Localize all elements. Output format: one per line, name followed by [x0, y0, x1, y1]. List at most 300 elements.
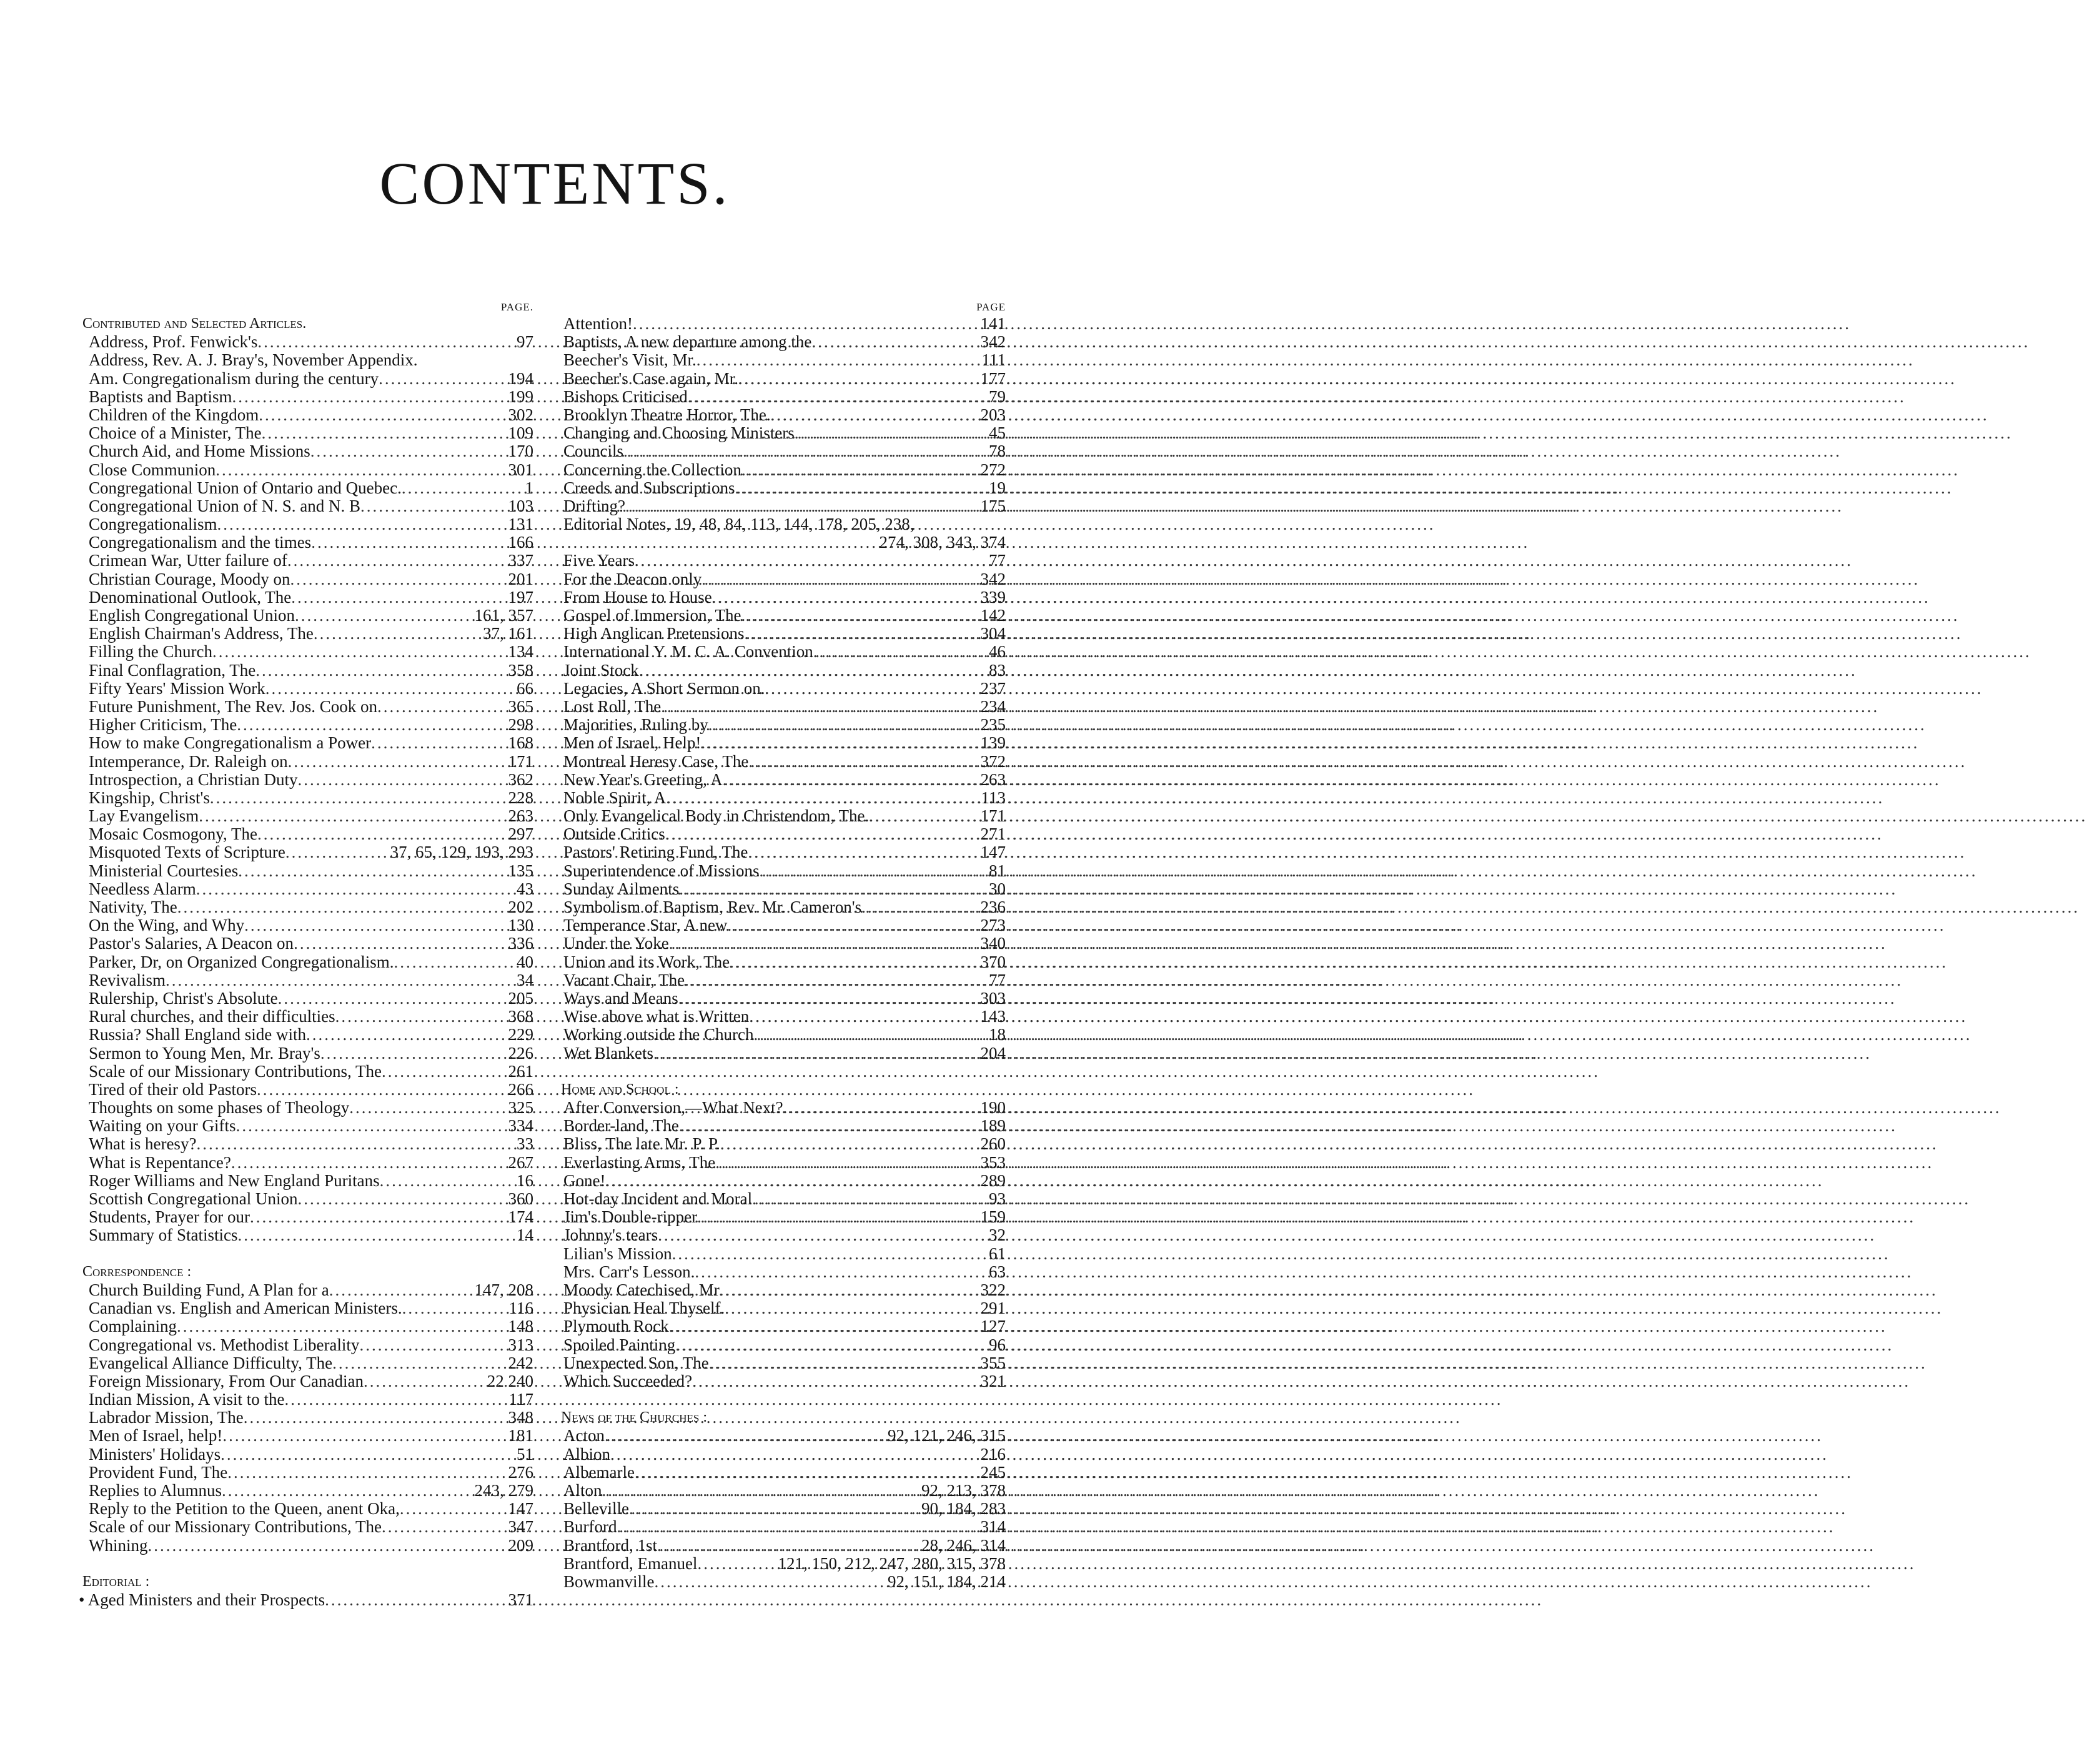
entry-page-numbers: 147, 208: [474, 1280, 533, 1299]
contents-entry: [82, 333, 533, 351]
dot-leader: [329, 1281, 472, 1299]
contents-entry: [82, 825, 533, 843]
entry-page-numbers: 216: [980, 1444, 1006, 1464]
entry-title: Scale of our Missionary Contributions, The: [89, 1517, 382, 1537]
entry-page-numbers: 51: [517, 1444, 533, 1464]
entry-title: Students, Prayer for our: [89, 1207, 250, 1227]
entry-title: Misquoted Texts of Scripture: [89, 843, 285, 862]
entry-page-numbers: 353: [980, 1152, 1006, 1172]
entry-page-numbers: 127: [980, 1317, 1006, 1336]
entry-page-numbers: 266: [508, 1079, 533, 1099]
entry-title: Lilian's Mission: [563, 1244, 672, 1263]
dot-leader: [244, 916, 505, 934]
contents-entry: [561, 1354, 1006, 1372]
dot-leader: [232, 388, 506, 406]
entry-page-numbers: 83: [989, 660, 1006, 680]
contents-entry: [561, 771, 1006, 789]
dot-leader: [654, 1573, 885, 1591]
entry-title: Physician Heal Thyself.: [563, 1299, 725, 1318]
section-heading-news-of-the-churches: News of the Churches :: [561, 1409, 708, 1426]
contents-entry: [561, 370, 1006, 388]
entry-page-numbers: 358: [508, 660, 533, 680]
page-column-label: PAGE.: [500, 301, 533, 313]
dot-leader: [730, 953, 978, 971]
entry-title: Changing and Choosing Ministers: [563, 424, 795, 443]
entry-page-numbers: 141: [980, 314, 1006, 333]
entry-title: Roger Williams and New England Puritans: [89, 1171, 380, 1190]
contents-entry: [82, 1190, 533, 1208]
entry-title: Congregational Union of Ontario and Quebec.: [89, 478, 402, 497]
contents-entry: [561, 406, 1006, 424]
entry-title: Complaining: [89, 1317, 177, 1336]
entry-title: Ways and Means: [563, 988, 678, 1008]
entry-page-numbers: 321: [980, 1371, 1006, 1390]
entry-title: Spoiled Painting: [563, 1335, 676, 1354]
contents-entry: [82, 989, 533, 1008]
dot-leader: [285, 843, 388, 861]
contents-entry: [561, 607, 1006, 625]
dot-leader: [669, 934, 978, 953]
left-sections: [82, 315, 533, 1609]
entry-title: Thoughts on some phases of Theology: [89, 1098, 350, 1117]
entry-page-numbers: 201: [508, 569, 533, 588]
entry-page-numbers: 92, 121, 246, 315: [888, 1426, 1006, 1445]
entry-title: Which Succeeded?: [563, 1371, 693, 1390]
dot-leader: [679, 880, 986, 898]
entry-title: Address, Rev. A. J. Bray's, November Appendix.: [89, 350, 418, 370]
dot-leader: [749, 1008, 978, 1026]
entry-title: English Congregational Union: [89, 606, 295, 625]
dot-leader: [265, 680, 514, 698]
entry-page-numbers: 147: [508, 1499, 533, 1519]
contents-entry: [82, 971, 533, 989]
dot-leader: [727, 916, 978, 934]
entry-title: Beecher's Case again, Mr.: [563, 369, 739, 388]
entry-title: Ministers' Holidays: [89, 1444, 221, 1464]
contents-entry: [561, 333, 1006, 351]
dot-leader: [262, 424, 506, 442]
dot-leader: [685, 971, 986, 989]
entry-page-numbers: 177: [980, 369, 1006, 388]
contents-entry: [561, 662, 1006, 680]
entry-title: Councils: [563, 442, 624, 461]
entry-page-numbers: 143: [980, 1007, 1006, 1026]
entry-page-numbers: 325: [508, 1098, 533, 1117]
entry-page-numbers: 30: [989, 879, 1006, 898]
dot-leader: [723, 771, 978, 789]
entry-title: Hot-day Incident and Moral: [563, 1189, 753, 1208]
entry-title: Baptists, A new departure among the: [563, 332, 812, 352]
entry-page-numbers: 337: [508, 551, 533, 570]
contents-entry: [82, 1336, 533, 1354]
entry-page-numbers: 117: [508, 1390, 533, 1409]
dot-leader: [679, 1117, 978, 1135]
section-spacer: [561, 1063, 1006, 1081]
section-heading-home-and-school: Home and School :: [561, 1081, 679, 1098]
contents-entry: [561, 442, 1006, 460]
entry-title: Border-land, The: [563, 1116, 679, 1136]
entry-page-numbers: 355: [980, 1353, 1006, 1372]
contents-entry: [82, 716, 533, 734]
entry-page-numbers: 348: [508, 1408, 533, 1427]
contents-entry: [82, 916, 533, 934]
contents-entry: [561, 1336, 1006, 1354]
entry-page-numbers: 22 240: [487, 1371, 533, 1390]
entry-title: Attention!: [563, 314, 633, 333]
dot-leader: [257, 333, 514, 351]
entry-page-numbers: 263: [508, 806, 533, 826]
entry-title: Reply to the Petition to the Queen, anent Oka,: [89, 1499, 400, 1519]
entry-page-numbers: 40: [517, 952, 533, 971]
entry-page-numbers: 18: [989, 1025, 1006, 1044]
entry-title: Mosaic Cosmogony, The: [89, 825, 257, 844]
dot-leader: [765, 680, 978, 698]
entry-title: Higher Criticism, The: [89, 715, 237, 735]
entry-page-numbers: 291: [980, 1299, 1006, 1318]
entry-page-numbers: 135: [508, 861, 533, 880]
entry-page-numbers: 339: [980, 587, 1006, 607]
entry-page-numbers: 322: [980, 1280, 1006, 1299]
dot-leader: [255, 662, 505, 680]
dot-leader: [741, 607, 978, 625]
contents-entry: [561, 843, 1006, 861]
contents-entry: [561, 424, 1006, 442]
entry-list: [82, 333, 533, 1244]
entry-list: [82, 1281, 533, 1555]
entry-title: Congregationalism and the times: [89, 533, 312, 552]
entry-page-numbers: 170: [508, 442, 533, 461]
contents-entry: [561, 1464, 1006, 1482]
contents-entry: [82, 807, 533, 825]
entry-page-numbers: 194: [508, 369, 533, 388]
entry-title: Mrs. Carr's Lesson.: [563, 1262, 695, 1281]
entry-title: Am. Congregationalism during the century: [89, 369, 379, 388]
entry-title: Belleville: [563, 1499, 629, 1519]
dot-leader: [783, 1099, 978, 1117]
entry-page-numbers: 260: [980, 1134, 1006, 1154]
entry-title: Only Evangelical Body in Christendom, The.: [563, 806, 870, 826]
entry-page-numbers: 236: [980, 898, 1006, 916]
contents-entry: [82, 862, 533, 880]
contents-entry: [82, 1281, 533, 1299]
dot-leader: [360, 497, 506, 515]
dot-leader: [297, 1190, 505, 1208]
dot-leader: [238, 862, 505, 880]
contents-entry: [561, 479, 1006, 497]
dot-leader: [221, 1445, 514, 1464]
contents-entry: [82, 898, 533, 916]
contents-entry: [82, 1317, 533, 1335]
contents-entry: [561, 953, 1006, 971]
dot-leader: [237, 716, 505, 734]
entry-title: Brooklyn Theatre Horror, The.: [563, 405, 771, 424]
entry-title: Summary of Statistics: [89, 1226, 238, 1245]
entry-title: Editorial Notes, 19, 48, 84, 113, 144, 178, 205, 238,: [563, 515, 915, 534]
entry-page-numbers: 261: [508, 1061, 533, 1081]
entry-title: Choice of a Minister, The: [89, 424, 262, 443]
entry-page-numbers: 298: [508, 715, 533, 735]
entry-title: Wet Blankets: [563, 1043, 654, 1063]
contents-entry: [82, 1591, 533, 1609]
dot-leader: [617, 1518, 978, 1536]
contents-entry: [82, 1063, 533, 1081]
contents-entry: [82, 1482, 533, 1500]
entry-title: Indian Mission, A visit to the: [89, 1390, 285, 1409]
contents-entry: [82, 607, 533, 625]
dot-leader: [715, 1154, 978, 1172]
entry-page-numbers: 28, 246, 314: [921, 1535, 1006, 1555]
entry-title: Future Punishment, The Rev. Jos. Cook on: [89, 696, 378, 716]
dot-leader: [605, 1427, 885, 1445]
contents-entry: [82, 843, 533, 861]
entry-title: Congregational vs. Methodist Liberality: [89, 1335, 360, 1354]
entry-title: • Aged Ministers and their Prospects: [89, 1591, 325, 1609]
contents-entry: [82, 479, 533, 497]
entry-page-numbers: 147: [980, 843, 1006, 862]
entry-page-numbers: 45: [989, 424, 1006, 443]
entry-page-numbers: 360: [508, 1189, 533, 1208]
left-column: [82, 300, 533, 1609]
dot-leader: [666, 789, 978, 807]
contents-entry: [82, 424, 533, 442]
contents-entry: [82, 625, 533, 643]
dot-leader: [212, 643, 506, 661]
entry-title: Rural churches, and their difficulties: [89, 1007, 335, 1026]
dot-leader: [602, 1482, 919, 1500]
contents-entry: [82, 1464, 533, 1482]
contents-entry: [82, 953, 533, 971]
entry-title: Replies to Alumnus: [89, 1481, 222, 1500]
right-sections: [561, 315, 1006, 1591]
contents-entry: [82, 680, 533, 698]
contents-entry: [82, 552, 533, 570]
contents-entry: [561, 570, 1006, 588]
entry-page-numbers: 342: [980, 332, 1006, 352]
entry-title: Congregational Union of N. S. and N. B: [89, 496, 360, 515]
entry-title: Men of Israel, Help!: [563, 733, 701, 753]
entry-page-numbers: 209: [508, 1535, 533, 1555]
contents-entry: [561, 1099, 1006, 1117]
entry-page-numbers: 78: [989, 442, 1006, 461]
contents-entry: [561, 789, 1006, 807]
entry-title: Albion: [563, 1444, 611, 1464]
dot-leader: [665, 825, 978, 843]
entry-page-numbers: 43: [517, 879, 533, 898]
entry-page-numbers: 276: [508, 1462, 533, 1482]
entry-page-numbers: 347: [508, 1517, 533, 1537]
dot-leader: [259, 406, 505, 424]
contents-entry: [561, 1172, 1006, 1190]
entry-page-numbers: 174: [508, 1207, 533, 1227]
dot-leader: [741, 461, 978, 479]
dot-leader: [635, 1464, 978, 1482]
contents-entry: [82, 1390, 533, 1409]
dot-leader: [402, 479, 523, 497]
entry-title: Noble Spirit, A: [563, 788, 667, 807]
entry-page-numbers: 242: [508, 1353, 533, 1372]
contents-entry: [561, 625, 1006, 643]
entry-title: Russia? Shall England side with: [89, 1025, 306, 1044]
entry-page-numbers: 365: [508, 696, 533, 716]
entry-title: Final Conflagration, The: [89, 660, 256, 680]
contents-entry: [561, 716, 1006, 734]
dot-leader: [311, 533, 505, 552]
dot-leader: [869, 807, 978, 825]
contents-entry: [561, 515, 1006, 533]
contents-entry: [561, 497, 1006, 515]
entry-page-numbers: 37, 65, 129, 193, 293: [390, 843, 533, 862]
dot-leader: [257, 1081, 506, 1099]
entry-title: Fifty Years' Mission Work: [89, 678, 265, 698]
contents-entry: [561, 1263, 1006, 1281]
entry-title: From House to House: [563, 587, 712, 607]
entry-page-numbers: 168: [508, 733, 533, 753]
dot-leader: [210, 789, 506, 807]
dot-leader: [257, 825, 506, 843]
contents-entry: [561, 1445, 1006, 1464]
contents-entry: [82, 1026, 533, 1044]
entry-page-numbers: 340: [980, 934, 1006, 953]
entry-page-numbers: 34: [517, 970, 533, 989]
entry-continuation: [561, 533, 1006, 552]
contents-entry: [561, 461, 1006, 479]
entry-title: Vacant Chair, The: [563, 970, 685, 989]
entry-title: Brantford, 1st: [563, 1535, 657, 1555]
dot-leader: [708, 716, 978, 734]
entry-page-numbers: 271: [980, 825, 1006, 844]
dot-leader: [325, 1591, 505, 1609]
dot-leader: [701, 734, 978, 752]
dot-leader: [196, 880, 514, 898]
entry-title: Gone!: [563, 1171, 606, 1190]
entry-page-numbers: 273: [980, 916, 1006, 935]
entry-page-numbers: 46: [989, 642, 1006, 662]
contents-entry: [561, 1573, 1006, 1591]
contents-entry: [82, 1500, 533, 1518]
contents-entry: [561, 753, 1006, 771]
entry-title: Nativity, The: [89, 898, 177, 916]
dot-leader: [635, 552, 986, 570]
entry-title: Concerning the Collection: [563, 460, 741, 479]
entry-title: Evangelical Alliance Difficulty, The: [89, 1353, 333, 1372]
dot-leader: [244, 1409, 506, 1427]
contents-entry: [82, 1154, 533, 1172]
entry-title: Provident Fund, The: [89, 1462, 228, 1482]
entry-page-numbers: 61: [989, 1244, 1006, 1263]
entry-page-numbers: 37, 161: [483, 624, 533, 643]
entry-title: Intemperance, Dr. Raleigh on: [89, 751, 288, 771]
entry-page-numbers: 14: [517, 1226, 533, 1245]
contents-entry: [561, 916, 1006, 934]
entry-title: International Y. M. C. A. Convention: [563, 642, 813, 662]
dot-leader: [629, 1500, 919, 1518]
entry-title: Revivalism: [89, 970, 166, 989]
dot-leader: [291, 588, 505, 607]
entry-title: Temperance Star, A new: [563, 916, 728, 935]
entry-page-numbers: 342: [980, 569, 1006, 588]
contents-entry: [561, 1427, 1006, 1445]
dot-leader: [288, 753, 506, 771]
entry-title: Wise above what is Written: [563, 1007, 750, 1026]
dot-leader: [222, 1482, 472, 1500]
entry-title: Union and its Work, The: [563, 952, 730, 971]
dot-leader: [658, 1226, 986, 1244]
contents-entry: [82, 351, 533, 369]
entry-title: Men of Israel, help!: [89, 1426, 223, 1445]
entry-page-numbers: 228: [508, 788, 533, 807]
dot-leader: [380, 1172, 514, 1190]
dot-leader: [744, 625, 978, 643]
dot-leader: [653, 1044, 978, 1063]
entry-page-numbers: 368: [508, 1007, 533, 1026]
contents-entry: [561, 1299, 1006, 1317]
contents-entry: [561, 1190, 1006, 1208]
dot-leader: [379, 370, 505, 388]
entry-title: Superintendence of Missions: [563, 861, 760, 880]
dot-leader: [709, 1354, 978, 1372]
contents-entry: [82, 1008, 533, 1026]
entry-title: Tired of their old Pastors: [89, 1079, 257, 1099]
page-column-label: PAGE: [976, 301, 1006, 313]
entry-title: Scottish Congregational Union: [89, 1189, 298, 1208]
contents-entry: [561, 351, 1006, 369]
entry-title: What is Repentance?: [89, 1152, 231, 1172]
contents-entry: [82, 934, 533, 953]
entry-page-numbers: 171: [980, 806, 1006, 826]
contents-entry: [82, 1299, 533, 1317]
entry-title: Scale of our Missionary Contributions, The: [89, 1061, 382, 1081]
contents-entry: [82, 734, 533, 752]
entry-page-numbers: 139: [980, 733, 1006, 753]
dot-leader: [678, 989, 978, 1008]
dot-leader: [657, 1537, 919, 1555]
entry-page-numbers: 199: [508, 387, 533, 406]
entry-page-numbers: 370: [980, 952, 1006, 971]
contents-entry: [561, 1135, 1006, 1153]
dot-leader: [697, 1555, 775, 1573]
entry-page-numbers: 237: [980, 678, 1006, 698]
entry-title: Lost Roll, The: [563, 696, 662, 716]
dot-leader: [371, 734, 505, 752]
dot-leader: [795, 424, 986, 442]
dot-leader: [695, 1263, 986, 1281]
entry-page-numbers: 302: [508, 405, 533, 424]
dot-leader: [216, 461, 505, 479]
dot-leader: [231, 1154, 506, 1172]
entry-title: Creeds and Subscriptions: [563, 478, 735, 497]
entry-title: Bowmanville: [563, 1572, 655, 1591]
contents-entry: [82, 662, 533, 680]
dot-leader: [177, 1317, 506, 1335]
entry-title: Denominational Outlook, The: [89, 587, 292, 607]
contents-entry: [82, 771, 533, 789]
entry-title: Lay Evangelism: [89, 806, 199, 826]
entry-title: Children of the Kingdom: [89, 405, 259, 424]
entry-title: Parker, Dr, on Organized Congregationalism.: [89, 952, 394, 971]
dot-leader: [166, 971, 514, 989]
dot-leader: [735, 479, 986, 497]
dot-leader: [364, 1372, 485, 1390]
dot-leader: [697, 1208, 978, 1226]
dot-leader: [250, 1208, 506, 1226]
contents-entry: [561, 643, 1006, 661]
entry-title: Montreal Heresy Case, The: [563, 751, 749, 771]
contents-entry: [561, 680, 1006, 698]
contents-entry: [82, 1208, 533, 1226]
dot-leader: [359, 1336, 505, 1354]
contents-entry: [82, 570, 533, 588]
entry-title: Pastors' Retiring Fund, The: [563, 843, 748, 862]
